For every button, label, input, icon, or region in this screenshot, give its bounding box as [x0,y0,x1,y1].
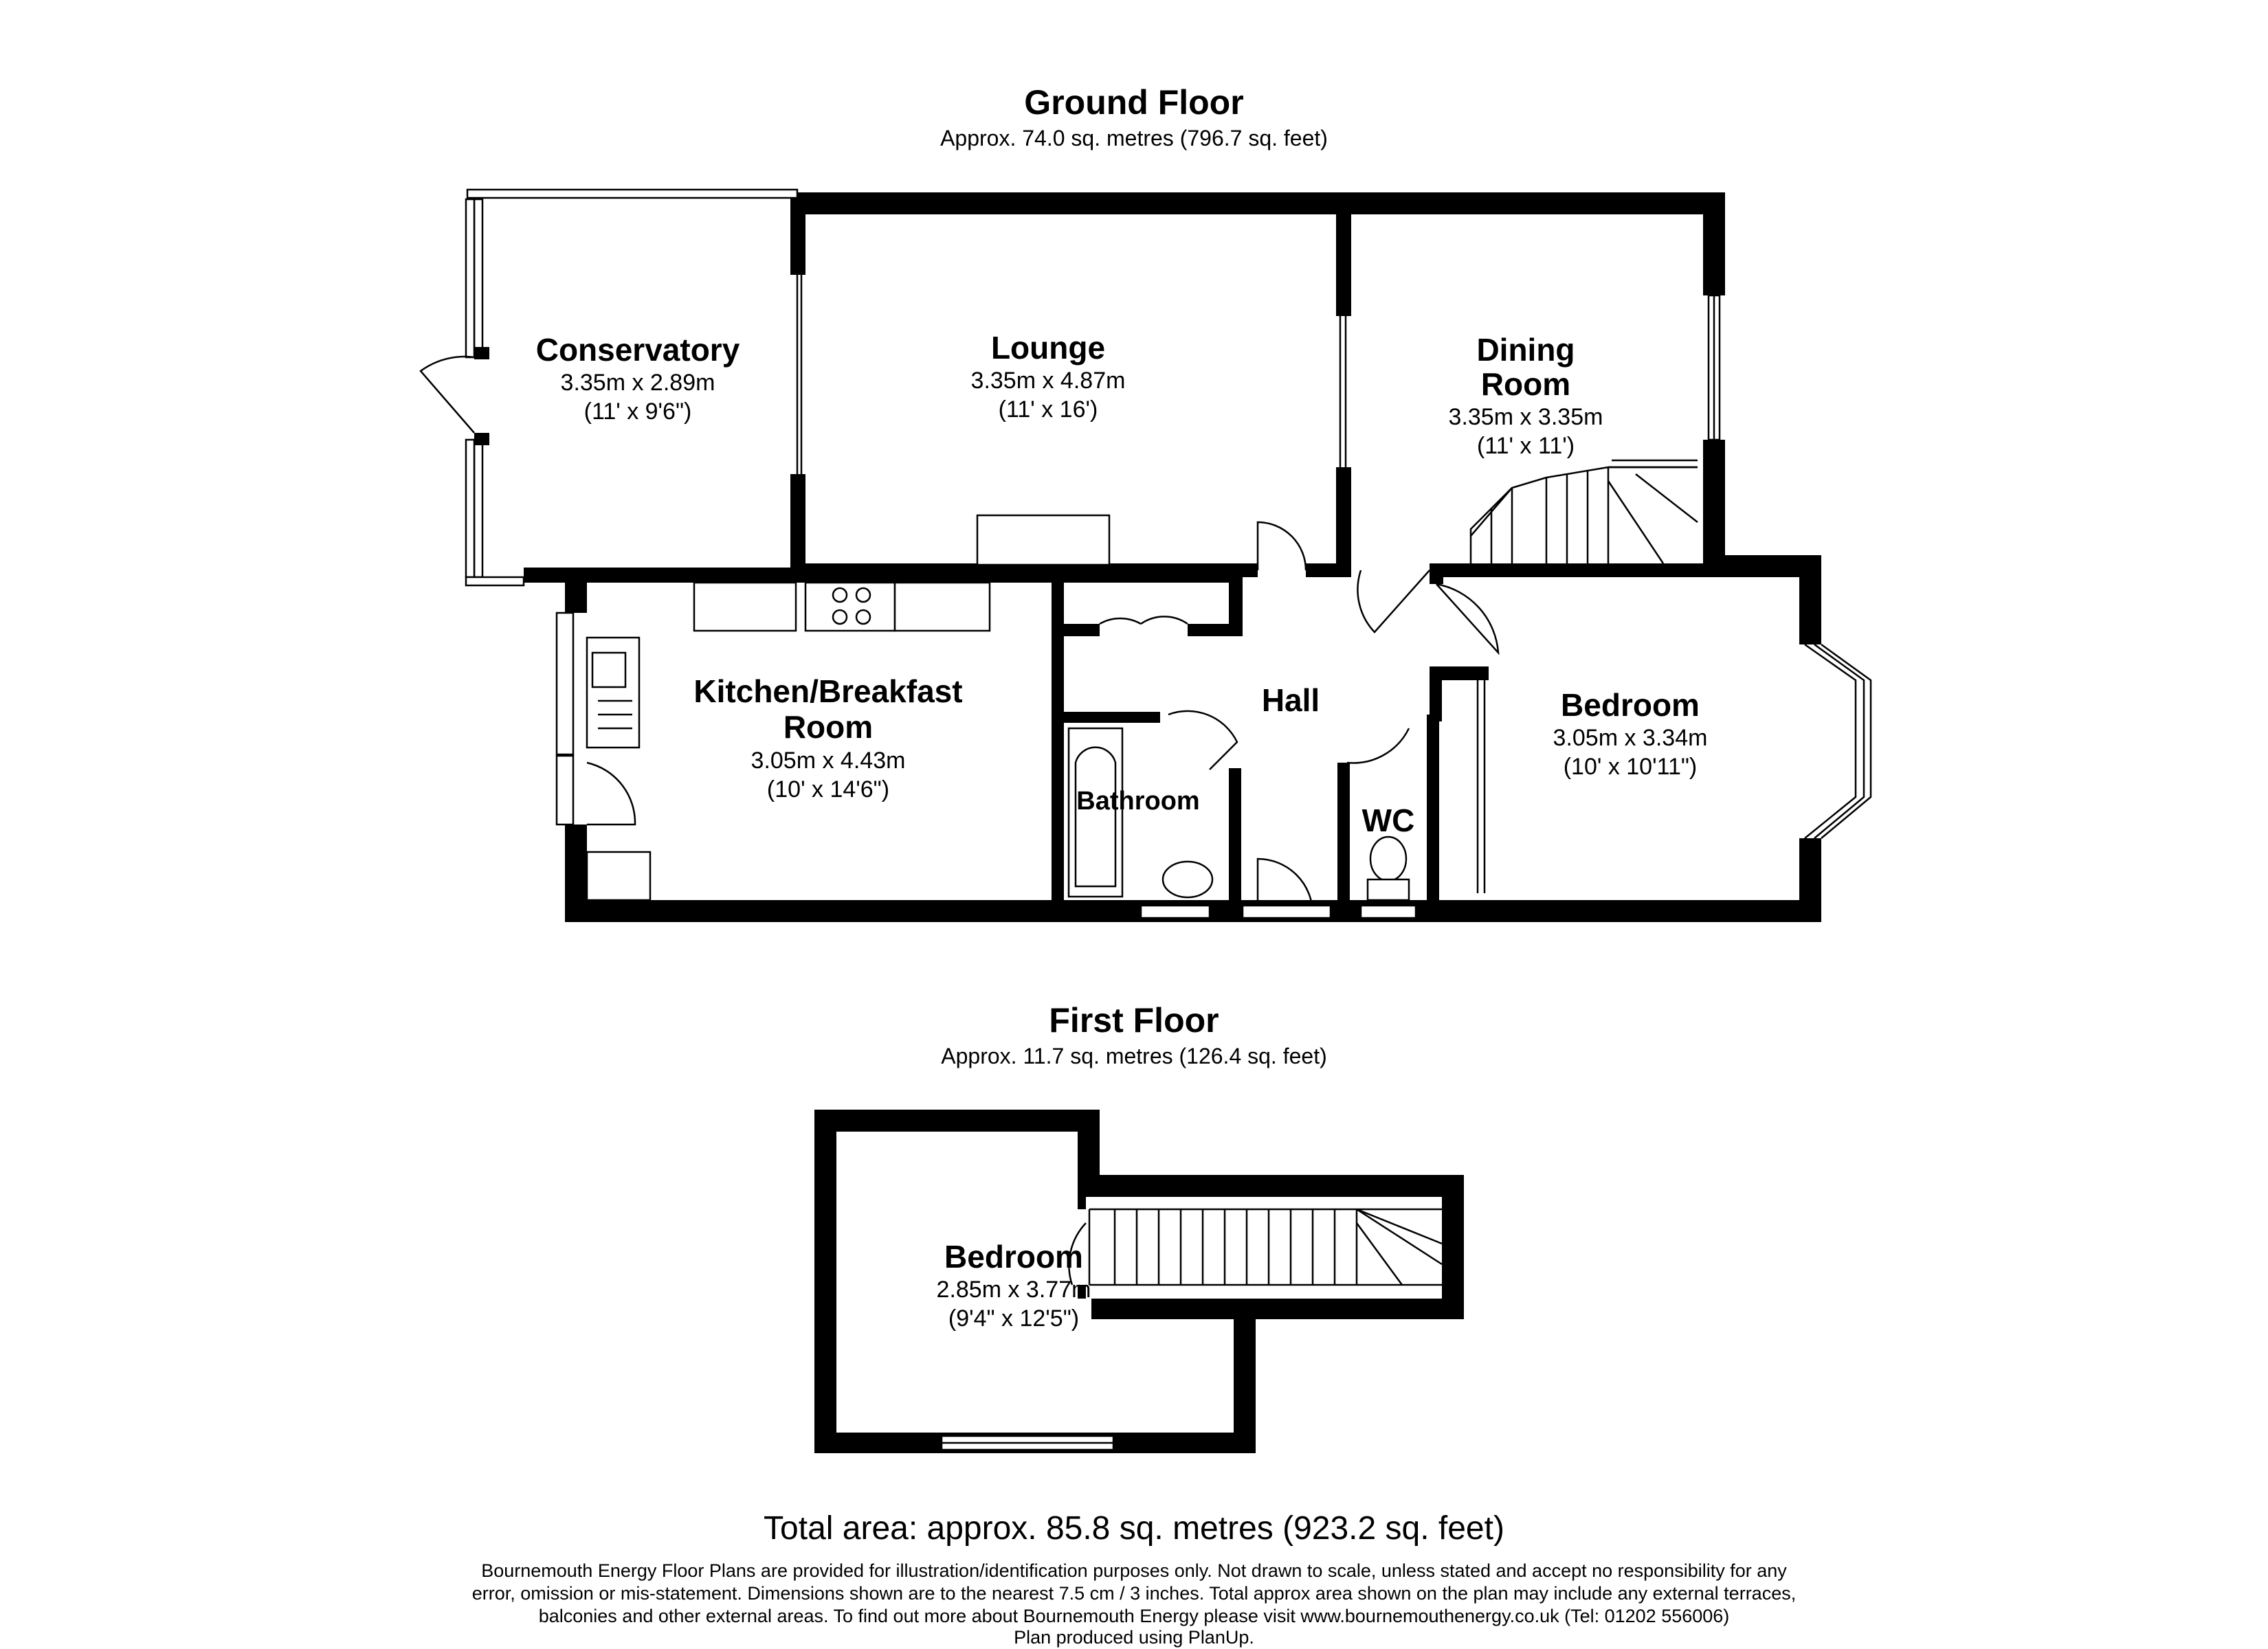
ground-floor-title: Ground Floor [1024,83,1244,122]
lounge-metric: 3.35m x 4.87m [970,368,1126,394]
disclaimer-line-1: Bournemouth Energy Floor Plans are provided for illustration/identification purposes only. Not drawn to scale, unless stated and accept no responsibility for any [481,1560,1787,1581]
dining-imperial: (11' x 11') [1476,433,1575,459]
kitchen-fixtures [557,583,990,900]
first-floor-title: First Floor [1049,1001,1219,1040]
ground-floor-area: Approx. 74.0 sq. metres (796.7 sq. feet) [940,126,1328,150]
first-bedroom-imperial: (9'4" x 12'5") [948,1305,1080,1332]
conservatory-imperial: (11' x 9'6") [583,399,692,425]
bedroom-imperial: (10' x 10'11") [1563,754,1698,780]
lounge-name: Lounge [990,330,1106,366]
lounge-imperial: (11' x 16') [998,396,1098,423]
bedroom-name: Bedroom [1561,687,1700,723]
wc-fixtures [1243,837,1416,918]
first-floor-area: Approx. 11.7 sq. metres (126.4 sq. feet) [941,1044,1327,1068]
first-floor-walls [814,1110,1464,1453]
kitchen-imperial: (10' x 14'6") [766,776,890,803]
bathroom-fixtures [1069,728,1212,918]
disclaimer-line-3: balconies and other external areas. To find out more about Bournemouth Energy please visit www.bournemouthenergy.co.uk (Tel: 01202 556006) [538,1606,1730,1626]
disclaimer-line-4: Plan produced using PlanUp. [1014,1627,1254,1648]
first-bedroom-metric: 2.85m x 3.77m [936,1277,1091,1303]
conservatory-metric: 3.35m x 2.89m [560,370,715,396]
bathroom-name: Bathroom [1076,787,1200,816]
hall-name: Hall [1261,682,1320,718]
dining-name-line1: Dining [1476,332,1575,368]
bedroom-metric: 3.05m x 3.34m [1553,725,1708,751]
wc-name: WC [1361,803,1415,838]
disclaimer-line-2: error, omission or mis-statement. Dimensions shown are to the nearest 7.5 cm / 3 inches. Total approx area shown on the plan may include any external terraces, [471,1583,1797,1604]
dining-name-line2: Room [1480,366,1571,402]
dining-metric: 3.35m x 3.35m [1448,404,1603,430]
first-bedroom-name: Bedroom [944,1239,1083,1275]
kitchen-name-line1: Kitchen/Breakfast [693,673,963,709]
kitchen-name-line2: Room [783,709,874,745]
kitchen-metric: 3.05m x 4.43m [751,748,906,774]
total-area: Total area: approx. 85.8 sq. metres (923.2 sq. feet) [764,1510,1504,1547]
conservatory-name: Conservatory [535,332,740,368]
